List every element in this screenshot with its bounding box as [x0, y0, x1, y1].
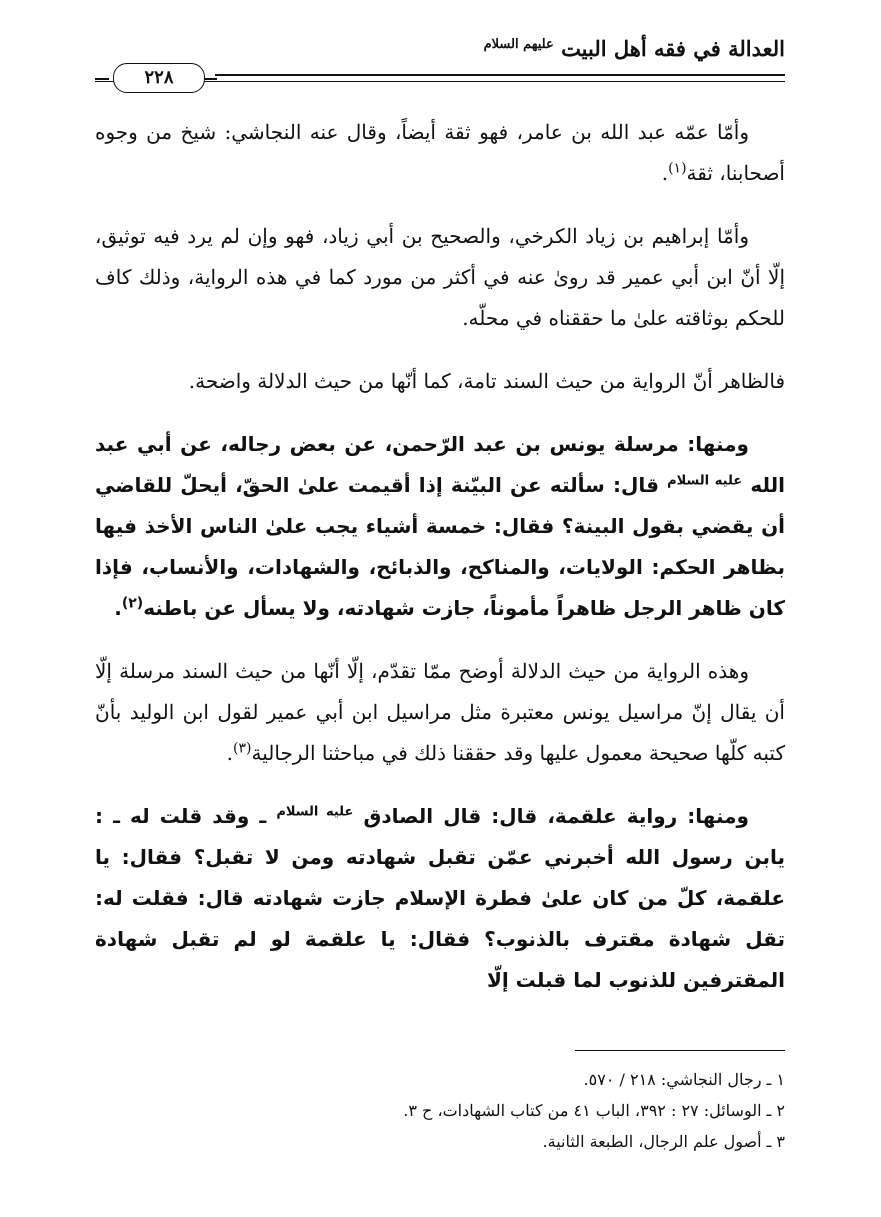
paragraph-3 — [95, 361, 785, 402]
paragraph-1 — [95, 112, 785, 194]
page-number-tab-left — [95, 78, 109, 80]
paragraph-6-before: ومنها: رواية علقمة، قال: قال الصادق — [363, 804, 749, 828]
paragraph-1-text: وأمّا عمّه عبد الله بن عامر، فهو ثقة أيضاً، وقال عنه النجاشي: شيخ من وجوه أصحابنا، ثقة — [95, 120, 785, 185]
paragraph-6-after: ـ وقد قلت له ـ : يابن رسول الله أخبرني عمّن تقبل شهادته ومن لا تقبل؟ فقال: يا علقمة، كلّ من كان علىٰ فطرة الإسلام جازت شهادته قال: فقلت له: تقل شهادة مقترف بالذنوب؟ فقال: يا علقمة لو لم تقبل شهادة المقترفين للذنوب لما قبلت إلّا — [95, 804, 785, 992]
footnote-2: ٢ ـ الوسائل: ٢٧ : ٣٩٢، الباب ٤١ من كتاب الشهادات، ح ٣. — [403, 1101, 785, 1120]
page-content — [95, 112, 785, 1023]
paragraph-4-quote — [95, 424, 785, 629]
running-header — [95, 30, 785, 88]
paragraph-4-after: قال: سألته عن البيّنة إذا أقيمت علىٰ الحقّ، أيحلّ للقاضي أن يقضي بقول البينة؟ فقال: خمسة أشياء يجب علىٰ الناس الأخذ فيها بظاهر الحكم: الولايات، والمناكح، والذبائح، والشهادات، والأنساب، فإذا كان ظاهر الرجل ظاهراً مأموناً، جازت شهادته، ولا يسأل عن باطنه — [95, 473, 785, 620]
paragraph-4-tail: . — [114, 596, 122, 620]
footnotes-list — [95, 1064, 785, 1157]
footnote-3: ٣ ـ أصول علم الرجال، الطبعة الثانية. — [542, 1132, 785, 1151]
paragraph-4-before: ومنها: مرسلة يونس بن عبد الرّحمن، عن بعض رجاله، عن أبي عبد الله — [95, 432, 786, 497]
paragraph-5-tail: . — [226, 741, 234, 765]
header-title-text: العدالة في فقه أهل البيت — [561, 36, 785, 61]
paragraph-5-text: وهذه الرواية من حيث الدلالة أوضح ممّا تقدّم، إلّا أنّها من حيث السند مرسلة إلّا أن يقال إنّ مراسيل يونس معتبرة مثل مراسيل ابن أبي عمير لقول ابن الوليد بأنّ كتبه كلّها صحيحة معمول عليها وقد حققنا ذلك في مباحثنا الرجالية — [95, 659, 785, 765]
paragraph-5 — [95, 651, 785, 774]
paragraph-6-quote — [95, 796, 785, 1001]
paragraph-1-tail: . — [661, 161, 669, 185]
footnote-ref-3[interactable]: (٣) — [233, 740, 252, 757]
footnote-separator — [575, 1050, 785, 1051]
paragraph-6-honorific: عليه السلام — [276, 804, 354, 820]
header-title — [484, 36, 785, 61]
paragraph-2-text: وأمّا إبراهيم بن زياد الكرخي، والصحيح بن أبي زياد، فهو وإن لم يرد فيه توثيق، إلّا أنّ ابن أبي عمير قد روىٰ عنه في أكثر من مورد كما في هذه الرواية، وذلك كاف للحكم بوثاقته علىٰ ما حققناه في محلّه. — [95, 224, 785, 330]
paragraph-4-honorific: عليه السلام — [667, 473, 743, 489]
header-rule-top — [215, 74, 785, 76]
paragraph-2 — [95, 216, 785, 339]
footnote-1: ١ ـ رجال النجاشي: ٢١٨ / ٥٧٠. — [583, 1070, 785, 1089]
footnote-ref-2[interactable]: (٢) — [121, 595, 144, 612]
paragraph-3-text: فالظاهر أنّ الرواية من حيث السند تامة، كما أنّها من حيث الدلالة واضحة. — [188, 369, 785, 393]
header-honorific: عليهم السلام — [483, 37, 554, 52]
footnote-ref-1[interactable]: (١) — [668, 160, 687, 177]
page-number-tab-right — [203, 78, 217, 80]
page-number: ٢٢٨ — [113, 63, 205, 93]
